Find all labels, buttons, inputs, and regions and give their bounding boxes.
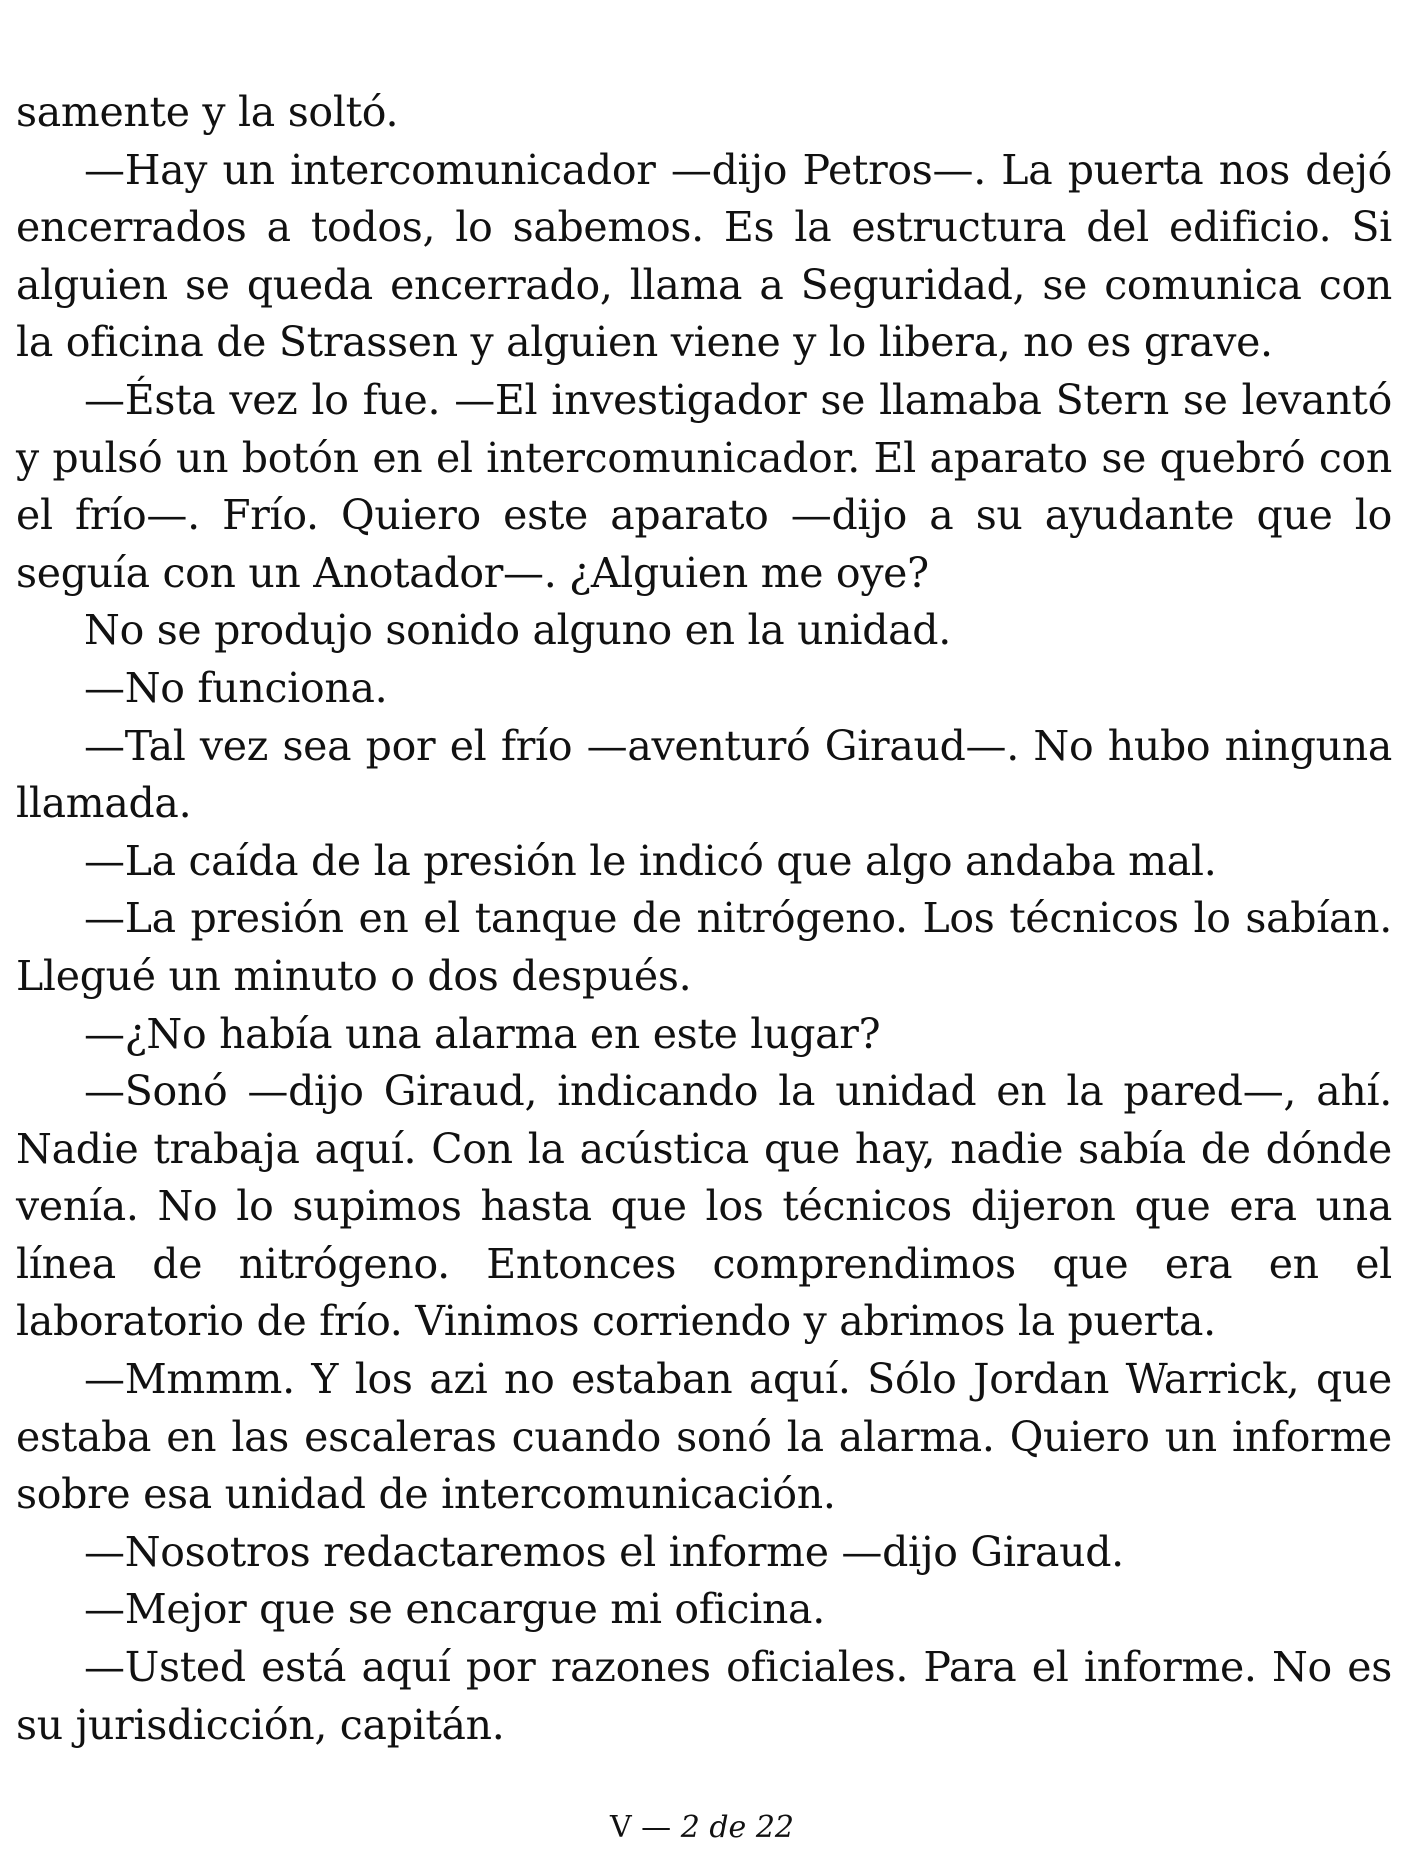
page-counter: 2 de 22 (680, 1810, 795, 1845)
paragraph-8: —La presión en el tanque de nitrógeno. Los técnicos lo sabían. Llegué un minuto o dos después. (16, 894, 1392, 1000)
paragraph-7: —La caída de la presión le indicó que algo andaba mal. (84, 836, 1217, 885)
paragraph-2: —Hay un intercomunicador —dijo Petros—. La puerta nos dejó encerrados a todos, lo sabemos. Es la estructura del edificio. Si alguien se queda encerrado, llama a Seguridad, se comunica con la oficina de Strassen y alguien viene y lo libera, no es grave. (16, 145, 1392, 367)
paragraph-14: —Usted está aquí por razones oficiales. Para el informe. No es su jurisdicción, capitán. (16, 1643, 1392, 1749)
paragraph-1: samente y la soltó. (16, 88, 399, 136)
paragraph-11: —Mmmm. Y los azi no estaban aquí. Sólo Jordan Warrick, que estaba en las escaleras cuando sonó la alarma. Quiero un informe sobre esa unidad de intercomunicación. (16, 1355, 1392, 1519)
paragraph-6: —Tal vez sea por el frío —aventuró Giraud—. No hubo ninguna llamada. (16, 721, 1392, 828)
paragraph-9: —¿No había una alarma en este lugar? (84, 1009, 881, 1058)
page-body (16, 84, 1392, 1754)
paragraph-4: No se produjo sonido alguno en la unidad. (84, 606, 951, 655)
paragraph-13: —Mejor que se encargue mi oficina. (84, 1585, 825, 1634)
page-footer (0, 1810, 1404, 1845)
paragraph-3: —Ésta vez lo fue. —El investigador se llamaba Stern se levantó y pulsó un botón en el intercomunicador. El aparato se quebró con el frío—. Frío. Quiero este aparato —dijo a su ayudante que lo seguía con un Anotador—. ¿Alguien me oye? (16, 375, 1392, 597)
chapter-indicator: V — (609, 1810, 681, 1845)
paragraph-12: —Nosotros redactaremos el informe —dijo Giraud. (84, 1527, 1124, 1576)
paragraph-10: —Sonó —dijo Giraud, indicando la unidad en la pared—, ahí. Nadie trabaja aquí. Con la acústica que hay, nadie sabía de dónde venía. No lo supimos hasta que los técnicos dijeron que era una línea de nitrógeno. Entonces comprendimos que era en el laboratorio de frío. Vinimos corriendo y abrimos la puerta. (16, 1067, 1392, 1346)
paragraph-5: —No funciona. (84, 663, 388, 712)
